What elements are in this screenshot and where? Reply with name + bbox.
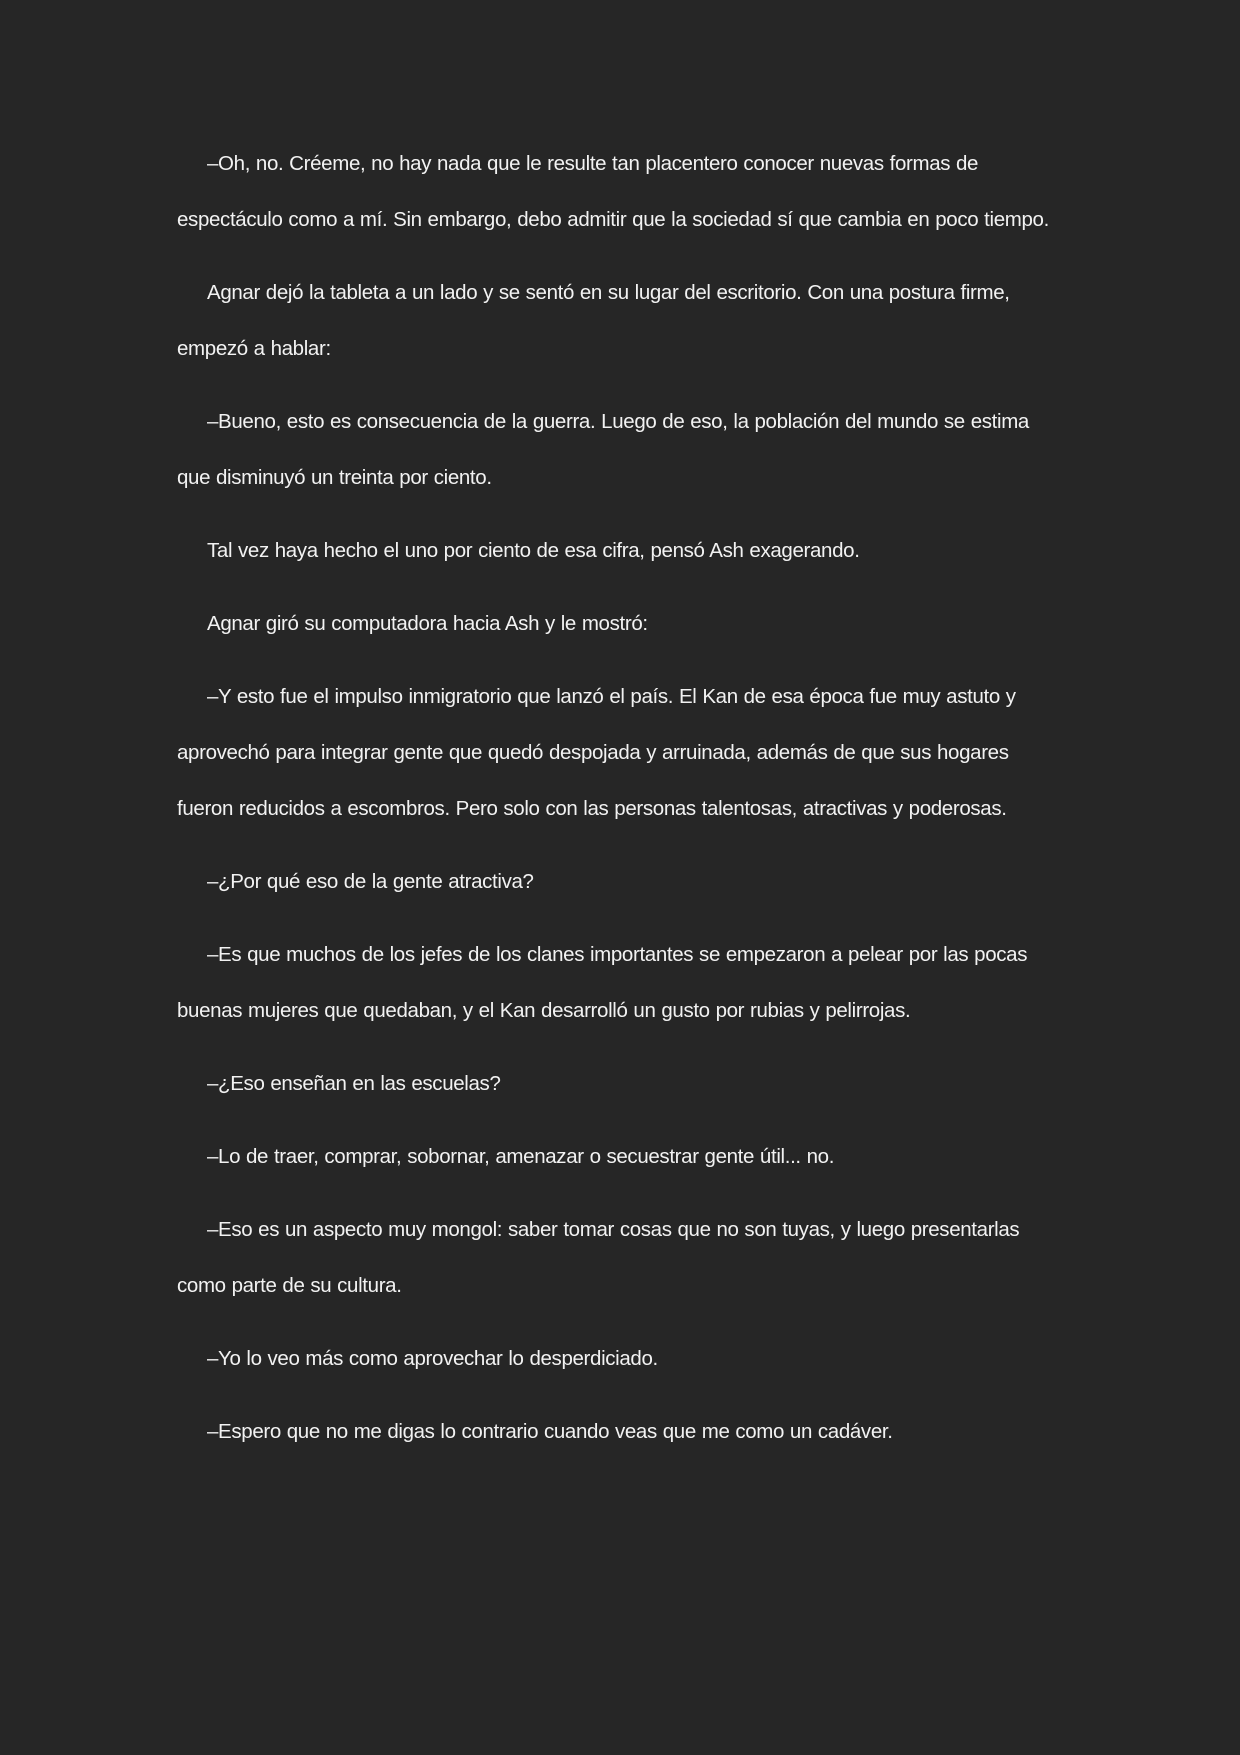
paragraph: –Es que muchos de los jefes de los clanes importantes se empezaron a pelear por las pocas buenas mujeres que quedaban, y el Kan desarrolló un gusto por rubias y pelirrojas. [177,943,1028,1022]
paragraph: –Bueno, esto es consecuencia de la guerra. Luego de eso, la población del mundo se estima que disminuyó un treinta por ciento. [177,410,1029,489]
paragraph: –¿Por qué eso de la gente atractiva? [207,870,534,893]
paragraph: Agnar dejó la tableta a un lado y se sentó en su lugar del escritorio. Con una postura firme, empezó a hablar: [177,281,1010,360]
paragraph: –Oh, no. Créeme, no hay nada que le resulte tan placentero conocer nuevas formas de espectáculo como a mí. Sin embargo, debo admitir que la sociedad sí que cambia en poco tiempo. [177,152,1049,231]
paragraph: –Lo de traer, comprar, sobornar, amenazar o secuestrar gente útil... no. [207,1145,835,1168]
paragraph: –Espero que no me digas lo contrario cuando veas que me como un cadáver. [207,1420,893,1443]
paragraph: Agnar giró su computadora hacia Ash y le mostró: [207,612,648,635]
document-page [177,136,1059,1477]
paragraph: –Yo lo veo más como aprovechar lo desperdiciado. [207,1347,658,1370]
paragraph: Tal vez haya hecho el uno por ciento de esa cifra, pensó Ash exagerando. [207,539,860,562]
paragraph: –Eso es un aspecto muy mongol: saber tomar cosas que no son tuyas, y luego presentarlas como parte de su cultura. [177,1218,1020,1297]
paragraph: –¿Eso enseñan en las escuelas? [207,1072,501,1095]
paragraph: –Y esto fue el impulso inmigratorio que lanzó el país. El Kan de esa época fue muy astuto y aprovechó para integrar gente que quedó despojada y arruinada, además de que sus hogares fueron reducidos a escombros. Pero solo con las personas talentosas, atractivas y poderosas. [177,685,1016,820]
